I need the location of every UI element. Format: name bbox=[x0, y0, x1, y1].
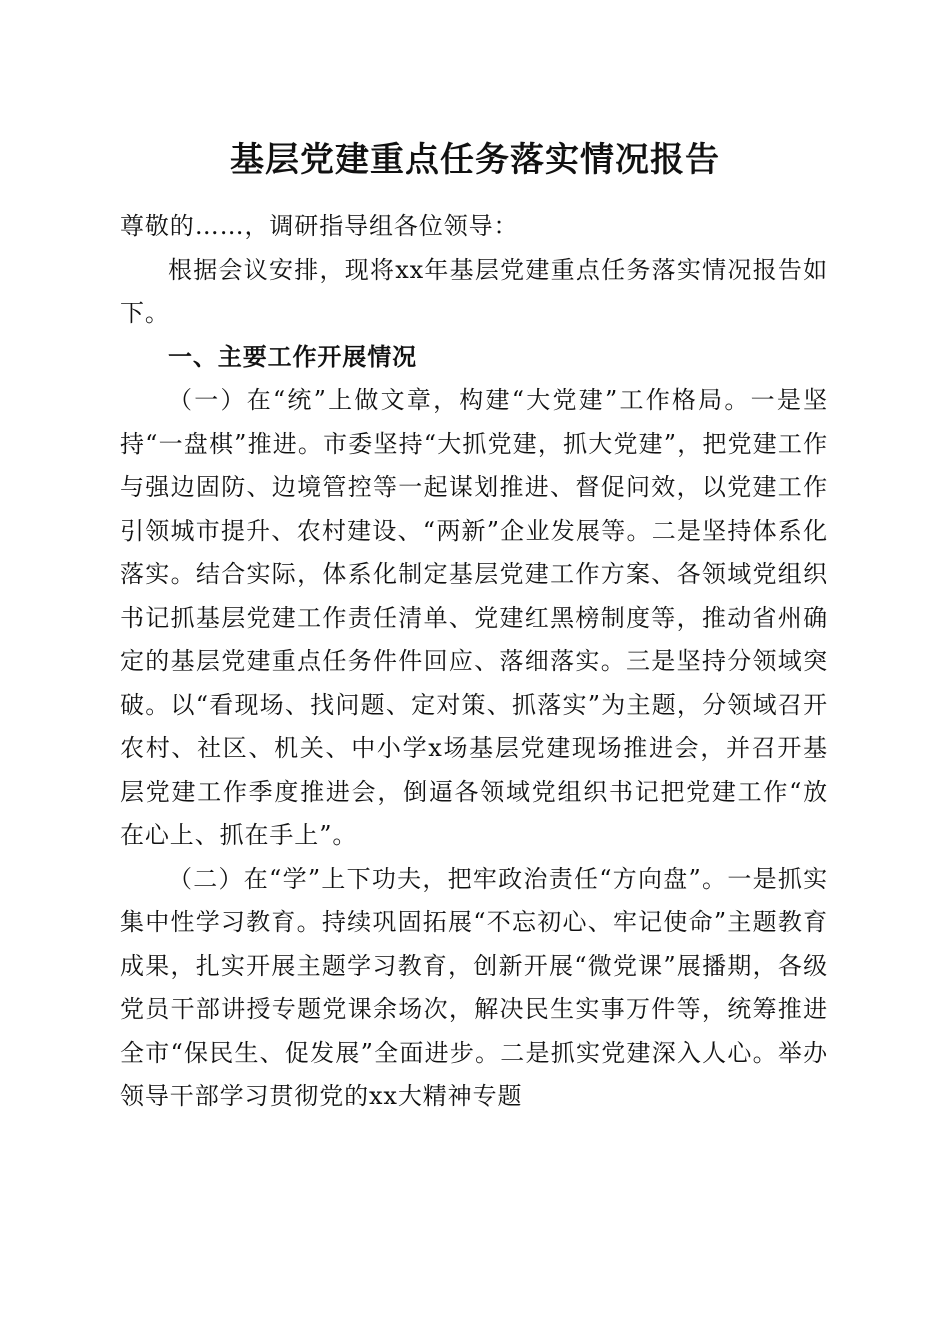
salutation: 尊敬的……，调研指导组各位领导： bbox=[120, 212, 519, 240]
body-paragraph-1: （一）在“统”上做文章，构建“大党建”工作格局。一是坚持“一盘棋”推进。市委坚持“大抓党建，抓大党建”，把党建工作与强边固防、边境管控等一起谋划推进、督促问效，以党建工作引领城市提升、农村建设、“两新”企业发展等。二是坚持体系化落实。结合实际，体系化制定基层党建工作方案、各领域党组织书记抓基层党建工作责任清单、党建红黑榜制度等，推动省州确定的基层党建重点任务件件回应、落细落实。三是坚持分领域突破。以“看现场、找问题、定对策、抓落实”为主题，分领域召开农村、社区、机关、中小学x场基层党建现场推进会，并召开基层党建工作季度推进会，倒逼各领域党组织书记把党建工作“放在心上、抓在手上”。 bbox=[120, 386, 828, 849]
body-paragraph-2: （二）在“学”上下功夫，把牢政治责任“方向盘”。一是抓实集中性学习教育。持续巩固拓展“不忘初心、牢记使命”主题教育成果，扎实开展主题学习教育，创新开展“微党课”展播期，各级党员干部讲授专题党课余场次，解决民生实事万件等，统筹推进全市“保民生、促发展”全面进步。二是抓实党建深入人心。举办领导干部学习贯彻党的xx大精神专题 bbox=[120, 864, 828, 1110]
document-title: 基层党建重点任务落实情况报告 bbox=[230, 140, 720, 180]
document-body bbox=[120, 205, 828, 1119]
section-heading: 一、主要工作开展情况 bbox=[168, 342, 417, 371]
intro-paragraph: 根据会议安排，现将xx年基层党建重点任务落实情况报告如下。 bbox=[120, 255, 828, 327]
